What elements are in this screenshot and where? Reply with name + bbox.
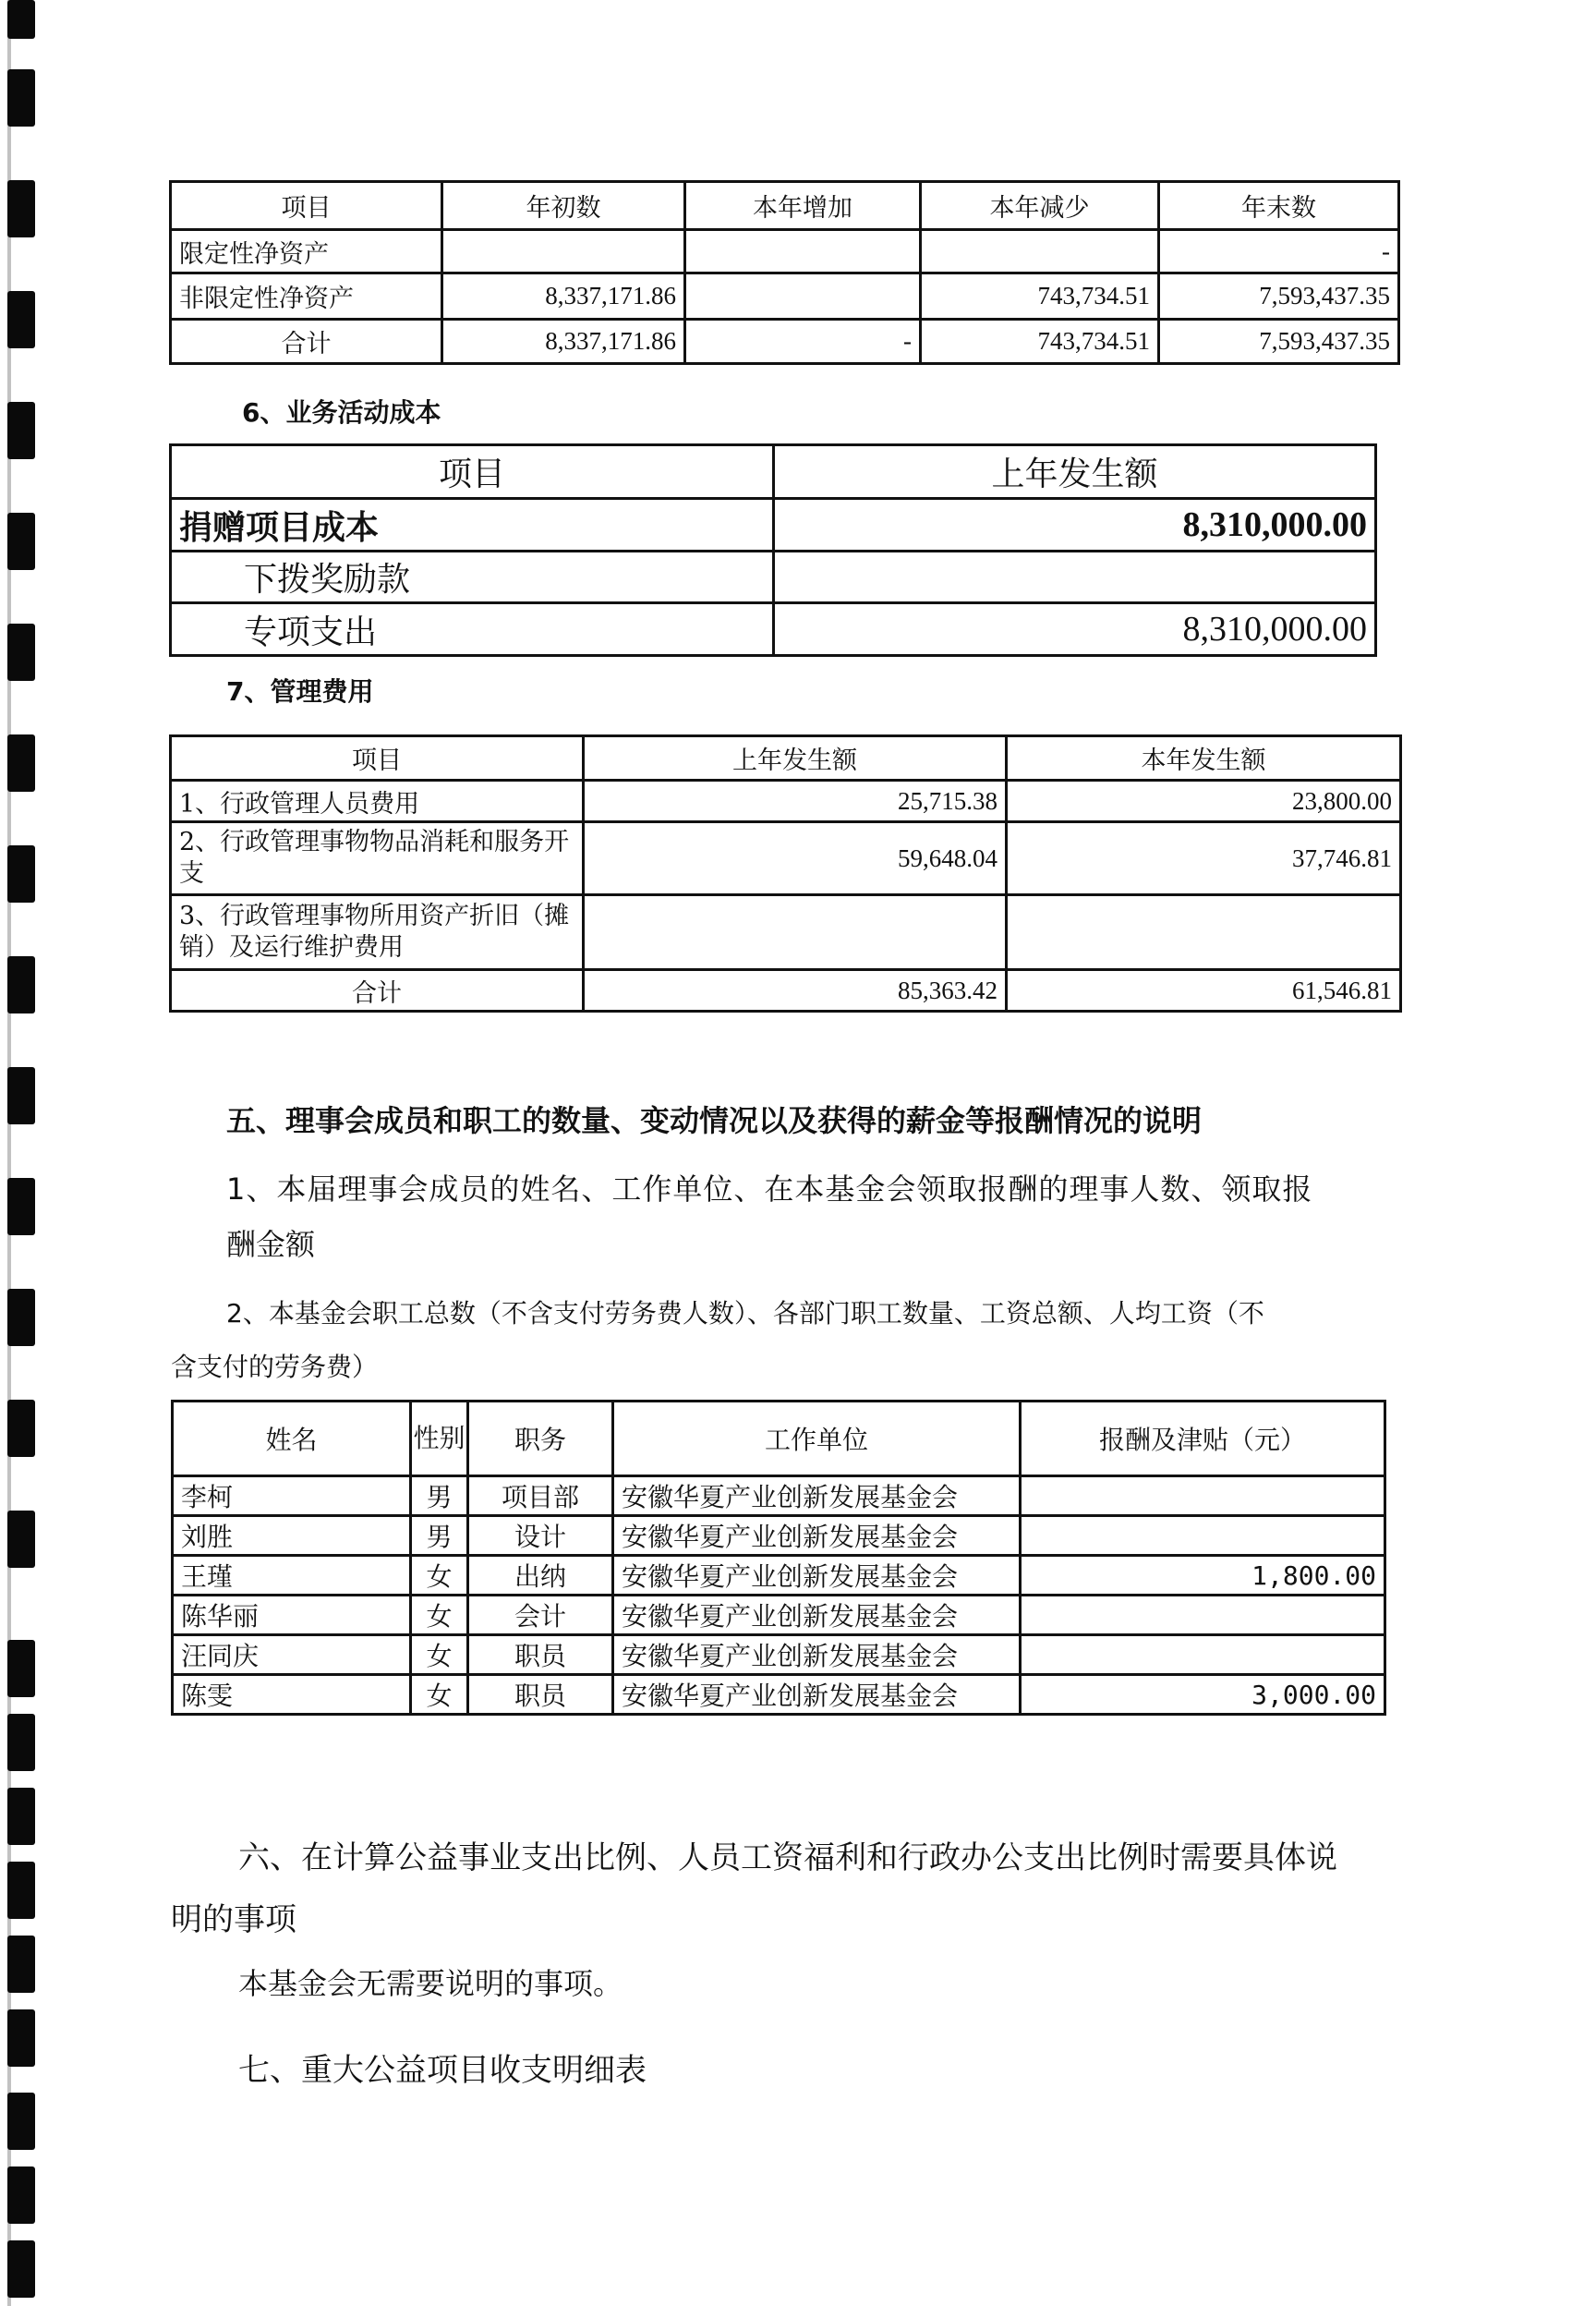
binding-mark: [7, 956, 35, 1013]
binding-mark: [7, 513, 35, 570]
curr-cell: [1007, 895, 1401, 970]
table-row: [171, 552, 1376, 603]
curr-cell: 37,746.81: [1007, 822, 1401, 895]
prev-cell: 25,715.38: [584, 781, 1007, 822]
item-cell: 捐赠项目成本: [171, 499, 774, 552]
end-cell: 7,593,437.35: [1159, 320, 1399, 364]
name-cell: 陈雯: [173, 1675, 411, 1715]
name-cell: 刘胜: [173, 1516, 411, 1556]
unit-cell: 安徽华夏产业创新发展基金会: [613, 1556, 1021, 1596]
begin-cell: [442, 230, 685, 273]
part6-title-line1: 六、在计算公益事业支出比例、人员工资福利和行政办公支出比例时需要具体说: [238, 1839, 1337, 1876]
pay-cell: [1021, 1516, 1385, 1556]
pay-cell: 3,000.00: [1021, 1675, 1385, 1715]
gender-cell: 女: [411, 1635, 468, 1675]
header-cell: 本年增加: [685, 182, 921, 230]
section7-title: 7、管理费用: [226, 676, 374, 707]
unit-cell: 安徽华夏产业创新发展基金会: [613, 1596, 1021, 1635]
title-cell: 职员: [468, 1635, 613, 1675]
decrease-cell: 743,734.51: [921, 273, 1159, 320]
table-row: [173, 1516, 1385, 1556]
title-cell: 出纳: [468, 1556, 613, 1596]
part6-body: 本基金会无需要说明的事项。: [238, 1966, 623, 2001]
header-cell: 工作单位: [613, 1402, 1021, 1476]
decrease-cell: [921, 230, 1159, 273]
part5-p1-line2: 酬金额: [226, 1227, 316, 1262]
header-cell: 年初数: [442, 182, 685, 230]
item-cell: 1、行政管理人员费用: [171, 781, 584, 822]
section6-title: 6、业务活动成本: [242, 397, 441, 428]
header-cell: 项目: [171, 182, 442, 230]
header-cell: 上年发生额: [774, 445, 1376, 499]
name-cell: 汪同庆: [173, 1635, 411, 1675]
item-cell: 下拨奖励款: [171, 552, 774, 603]
decrease-cell: 743,734.51: [921, 320, 1159, 364]
table-row-total: [171, 320, 1399, 364]
binding-mark: [7, 1400, 35, 1457]
binding-mark: [7, 2009, 35, 2067]
part5-title: 五、理事会成员和职工的数量、变动情况以及获得的薪金等报酬情况的说明: [226, 1103, 1203, 1138]
item-cell: 合计: [171, 970, 584, 1012]
binding-mark: [7, 2240, 35, 2298]
name-cell: 陈华丽: [173, 1596, 411, 1635]
binding-mark: [7, 402, 35, 459]
table-row: [171, 273, 1399, 320]
table-row: [171, 603, 1376, 656]
business-cost-table: [169, 443, 1377, 657]
item-cell: 专项支出: [171, 603, 774, 656]
table-header-row: [171, 182, 1399, 230]
binding-mark: [7, 1289, 35, 1346]
title-cell: 设计: [468, 1516, 613, 1556]
end-cell: -: [1159, 230, 1399, 273]
binding-mark: [7, 1714, 35, 1771]
part7-title: 七、重大公益项目收支明细表: [238, 2052, 647, 2089]
gender-cell: 女: [411, 1556, 468, 1596]
increase-cell: [685, 273, 921, 320]
table-row-total: [171, 970, 1401, 1012]
prev-cell: [584, 895, 1007, 970]
increase-cell: [685, 230, 921, 273]
header-cell: 本年减少: [921, 182, 1159, 230]
prev-cell: 59,648.04: [584, 822, 1007, 895]
prev-cell: [774, 552, 1376, 603]
binding-mark: [7, 180, 35, 237]
part5-p1-line1: 1、本届理事会成员的姓名、工作单位、在本基金会领取报酬的理事人数、领取报: [226, 1171, 1313, 1207]
table-row: [173, 1596, 1385, 1635]
table-row: [173, 1556, 1385, 1596]
item-cell: 限定性净资产: [171, 230, 442, 273]
table-row: [171, 781, 1401, 822]
table-row: [171, 499, 1376, 552]
binding-mark: [7, 1788, 35, 1845]
begin-cell: 8,337,171.86: [442, 273, 685, 320]
header-cell: 职务: [468, 1402, 613, 1476]
header-cell: 上年发生额: [584, 736, 1007, 781]
binding-mark: [7, 1511, 35, 1568]
part6-title-line2: 明的事项: [171, 1901, 296, 1938]
name-cell: 王瑾: [173, 1556, 411, 1596]
pay-cell: [1021, 1596, 1385, 1635]
item-cell: 非限定性净资产: [171, 273, 442, 320]
table-header-row: [171, 445, 1376, 499]
prev-cell: 8,310,000.00: [774, 499, 1376, 552]
prev-cell: 85,363.42: [584, 970, 1007, 1012]
binding-mark: [7, 291, 35, 348]
item-cell: 3、行政管理事物所用资产折旧（摊销）及运行维护费用: [171, 895, 584, 970]
table-row: [173, 1635, 1385, 1675]
increase-cell: -: [685, 320, 921, 364]
item-cell: 2、行政管理事物物品消耗和服务开支: [171, 822, 584, 895]
table-header-row: [173, 1402, 1385, 1476]
header-cell: 项目: [171, 445, 774, 499]
net-assets-table: [169, 180, 1400, 365]
binding-mark: [7, 69, 35, 127]
pay-cell: [1021, 1635, 1385, 1675]
table-header-row: [171, 736, 1401, 781]
binding-mark: [7, 734, 35, 792]
binding-mark: [7, 1862, 35, 1919]
header-cell: 本年发生额: [1007, 736, 1401, 781]
pay-cell: 1,800.00: [1021, 1556, 1385, 1596]
item-cell: 合计: [171, 320, 442, 364]
binding-mark: [7, 1640, 35, 1697]
header-cell: 报酬及津贴（元）: [1021, 1402, 1385, 1476]
unit-cell: 安徽华夏产业创新发展基金会: [613, 1516, 1021, 1556]
part5-p2-line1: 2、本基金会职工总数（不含支付劳务费人数）、各部门职工数量、工资总额、人均工资（不: [226, 1298, 1264, 1329]
binding-mark: [7, 845, 35, 903]
unit-cell: 安徽华夏产业创新发展基金会: [613, 1675, 1021, 1715]
table-row: [171, 822, 1401, 895]
gender-cell: 男: [411, 1476, 468, 1516]
title-cell: 会计: [468, 1596, 613, 1635]
pay-cell: [1021, 1476, 1385, 1516]
header-cell: 年末数: [1159, 182, 1399, 230]
title-cell: 职员: [468, 1675, 613, 1715]
binding-mark: [7, 0, 35, 39]
header-cell: 姓名: [173, 1402, 411, 1476]
unit-cell: 安徽华夏产业创新发展基金会: [613, 1635, 1021, 1675]
binding-mark: [7, 1178, 35, 1235]
curr-cell: 23,800.00: [1007, 781, 1401, 822]
binding-mark: [7, 624, 35, 681]
staff-table: [171, 1400, 1386, 1716]
title-cell: 项目部: [468, 1476, 613, 1516]
binding-mark: [7, 1067, 35, 1124]
binding-mark: [7, 2166, 35, 2224]
name-cell: 李柯: [173, 1476, 411, 1516]
gender-cell: 女: [411, 1596, 468, 1635]
header-cell: 性别: [411, 1402, 468, 1476]
part5-p2-line2: 含支付的劳务费）: [171, 1352, 379, 1382]
gender-cell: 女: [411, 1675, 468, 1715]
admin-expense-table: [169, 734, 1402, 1013]
curr-cell: 61,546.81: [1007, 970, 1401, 1012]
table-row: [173, 1476, 1385, 1516]
binding-mark: [7, 1936, 35, 1993]
table-row: [171, 895, 1401, 970]
header-cell: 项目: [171, 736, 584, 781]
unit-cell: 安徽华夏产业创新发展基金会: [613, 1476, 1021, 1516]
prev-cell: 8,310,000.00: [774, 603, 1376, 656]
gender-cell: 男: [411, 1516, 468, 1556]
table-row: [173, 1675, 1385, 1715]
binding-mark: [7, 2093, 35, 2150]
end-cell: 7,593,437.35: [1159, 273, 1399, 320]
begin-cell: 8,337,171.86: [442, 320, 685, 364]
table-row: [171, 230, 1399, 273]
